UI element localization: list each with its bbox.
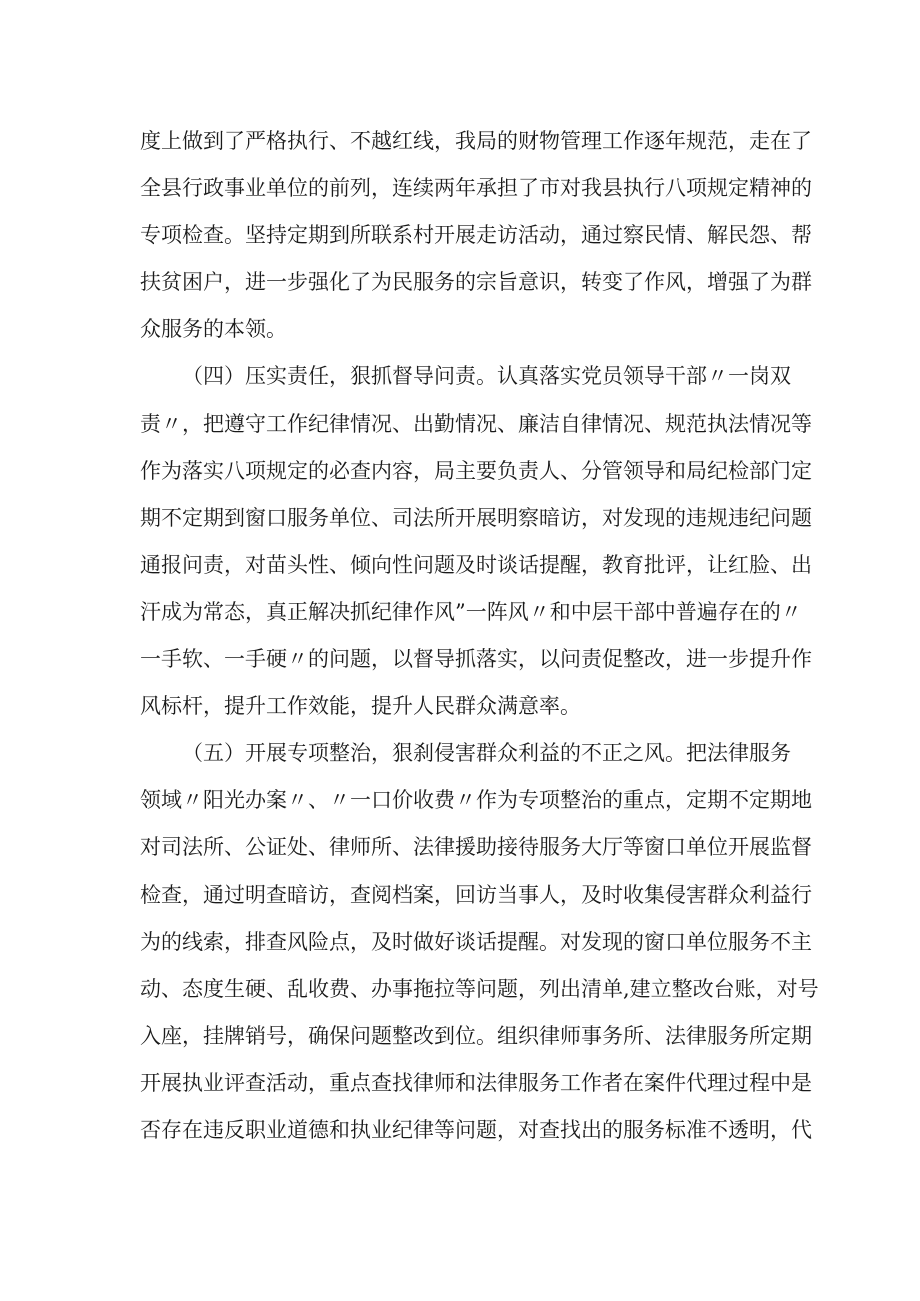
text-line: 责〃，把遵守工作纪律情况、出勤情况、廉洁自律情况、规范执法情况等 — [140, 411, 812, 436]
text-line: 为的线索，排查风险点，及时做好谈话提醒。对发现的窗口单位服务不主 — [140, 929, 812, 954]
text-line: （四）压实责任，狠抓督导问责。认真落实党员领导干部〃一岗双 — [182, 364, 791, 389]
paragraph-continuation — [140, 118, 812, 353]
text-line: 风标杆，提升工作效能，提升人民群众满意率。 — [140, 694, 581, 719]
text-line: 作为落实八项规定的必查内容，局主要负责人、分管领导和局纪检部门定 — [140, 458, 812, 483]
text-line: 动、态度生硬、乱收费、办事拖拉等问题，列出清单,建立整改台账，对号 — [140, 976, 819, 1001]
text-line: （五）开展专项整治，狠刹侵害群众利益的不正之风。把法律服务 — [182, 741, 791, 766]
text-line: 众服务的本领。 — [140, 317, 287, 342]
text-line: 通报问责，对苗头性、倾向性问题及时谈话提醒，教育批评，让红脸、出 — [140, 552, 812, 577]
text-line: 领域〃阳光办案〃、〃一口价收费〃作为专项整治的重点，定期不定期地 — [140, 788, 812, 813]
text-line: 开展执业评查活动，重点查找律师和法律服务工作者在案件代理过程中是 — [140, 1070, 812, 1095]
text-line: 期不定期到窗口服务单位、司法所开展明察暗访，对发现的违规违纪问题 — [140, 505, 812, 530]
text-line: 入座，挂牌销号，确保问题整改到位。组织律师事务所、法律服务所定期 — [140, 1023, 812, 1048]
text-line: 一手软、一手硬〃的问题，以督导抓落实，以问责促整改，进一步提升作 — [140, 647, 812, 672]
document-body — [140, 118, 819, 1154]
text-line: 扶贫困户，进一步强化了为民服务的宗旨意识，转变了作风，增强了为群 — [140, 270, 812, 295]
text-line: 对司法所、公证处、律师所、法律援助接待服务大厅等窗口单位开展监督 — [140, 835, 812, 860]
text-line: 否存在违反职业道德和执业纪律等问题，对查找出的服务标准不透明，代 — [140, 1117, 812, 1142]
text-line: 全县行政事业单位的前列，连续两年承担了市对我县执行八项规定精神的 — [140, 176, 812, 201]
paragraph-section-4 — [140, 353, 812, 730]
text-line: 度上做到了严格执行、不越红线，我局的财物管理工作逐年规范，走在了 — [140, 129, 812, 153]
text-line: 汗成为常态，真正解决抓纪律作风”一阵风〃和中层干部中普遍存在的〃 — [140, 599, 802, 624]
paragraph-section-5 — [140, 730, 819, 1154]
text-line: 检查，通过明查暗访，查阅档案，回访当事人，及时收集侵害群众利益行 — [140, 882, 812, 907]
text-line: 专项检查。坚持定期到所联系村开展走访活动，通过察民情、解民怨、帮 — [140, 223, 812, 248]
